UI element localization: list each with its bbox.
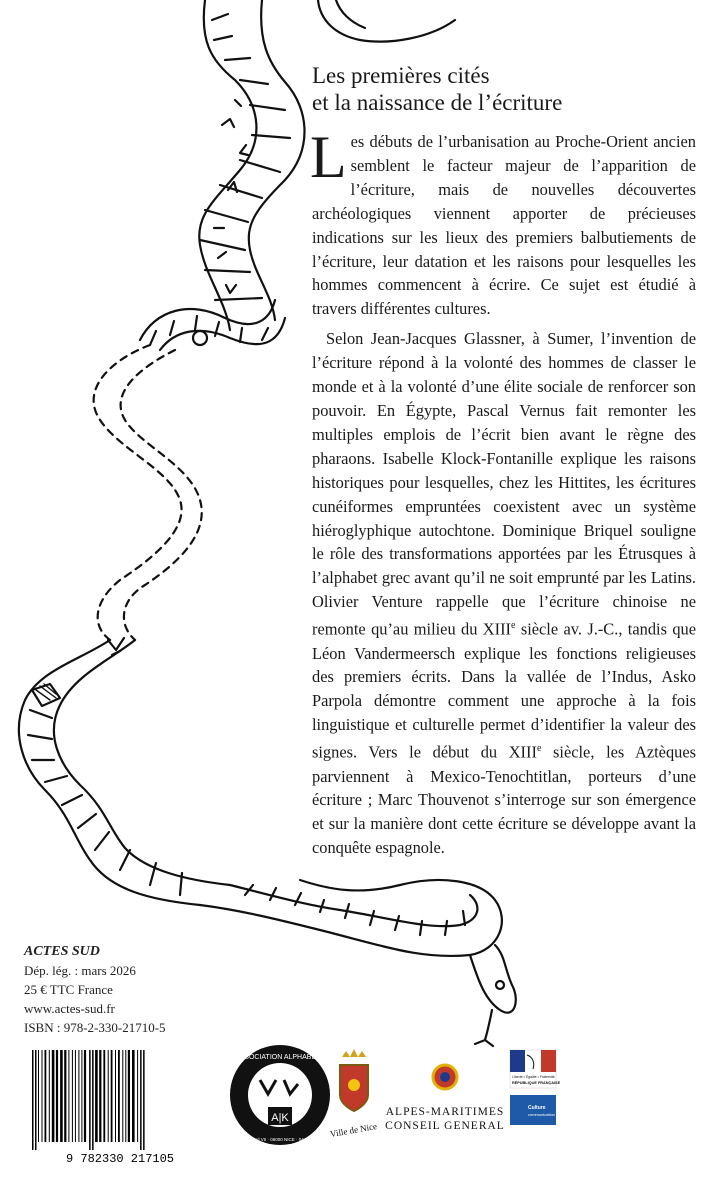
title-line-2: et la naissance de l’écriture — [312, 90, 563, 115]
publisher-name: ACTES SUD — [24, 944, 100, 959]
alphabets-name: ASSOCIATION ALPHABETS — [234, 1054, 326, 1061]
barcode-bar — [64, 1050, 66, 1142]
barcode-bar — [125, 1050, 126, 1142]
barcode-bar — [143, 1050, 145, 1150]
barcode-bar — [140, 1050, 142, 1150]
website: www.actes-sud.fr — [24, 1001, 115, 1016]
barcode-bar — [45, 1050, 47, 1142]
barcode-bar — [56, 1050, 58, 1142]
association-alphabets-logo — [230, 1045, 330, 1145]
isbn: ISBN : 978-2-330-21710-5 — [24, 1020, 166, 1035]
alphabets-address: 5, bd Edouard VII · 06000 NICE · 04 93 35 53 13 — [231, 1137, 329, 1142]
barcode-bar — [118, 1050, 120, 1142]
paragraph-2-text-b: siècle av. J.-C., tandis que Léon Vandermeersch explique les fonctions religieuses des premiers écrits. Dans la vallée de l’Indus, Asko Parpola démontre comment une approche à la fois linguistique et culturelle permet d’identifier la valeur des signes. Vers le début du — [312, 619, 696, 762]
paragraph-2 — [312, 327, 696, 860]
culture-label: Culture — [528, 1105, 546, 1111]
barcode-bar — [89, 1050, 91, 1150]
barcode-bar — [78, 1050, 79, 1142]
barcode-bar — [60, 1050, 63, 1142]
barcode-bar — [68, 1050, 69, 1142]
republique-francaise-logo — [510, 1050, 561, 1088]
alpes-maritimes-logo — [385, 1065, 505, 1132]
price: 25 € TTC France — [24, 982, 113, 997]
ville-de-nice-logo — [329, 1049, 377, 1139]
title-line-1: Les premières cités — [312, 63, 490, 88]
blurb — [310, 124, 696, 860]
paragraph-1-text: es débuts de l’urbanisation au Proche-Orient ancien semblent le facteur majeur de l’apparition de l’écriture, mais de nouvelles découvertes archéologiques viennent apporter de précieuses indications sur les lieux des premiers balbutiements de l’écriture, leur datation et les raisons pour lesquelles les hommes commencent à écrire. Ce sujet est étudié à travers différentes cultures. — [312, 132, 696, 319]
barcode-bar — [52, 1050, 55, 1142]
barcode-bar — [99, 1050, 101, 1142]
paragraph-1 — [310, 124, 696, 321]
barcode-bar — [122, 1050, 123, 1142]
paragraph-2-text-c: siècle, les Aztèques parviennent à Mexico-Tenochtitlan, porteurs d’une écriture ; Marc Thouvenot s’interroge sur son émergence et sur la manière dont cette écriture se développe avant la conquête espagnole. — [312, 742, 696, 858]
barcode-bar — [115, 1050, 116, 1142]
republique-label: RÉPUBLIQUE FRANÇAISE — [512, 1081, 561, 1085]
barcode-bar — [84, 1050, 86, 1142]
barcode-bar — [108, 1050, 109, 1142]
barcode-bar — [49, 1050, 50, 1142]
drop-cap: L — [310, 124, 347, 190]
barcode-bar — [111, 1050, 113, 1142]
barcode-bar — [42, 1050, 43, 1142]
alpes-maritimes-line2: CONSEIL GENERAL — [385, 1120, 505, 1132]
barcode-bar — [132, 1050, 135, 1142]
title — [312, 62, 692, 116]
barcode-digits: 9 782330 217105 — [65, 1152, 175, 1166]
barcode-bar — [137, 1050, 138, 1142]
republique-motto: Liberté • Égalité • Fraternité — [512, 1075, 555, 1079]
barcode-bar — [103, 1050, 105, 1142]
barcode-bar — [95, 1050, 98, 1142]
ministere-culture-logo — [510, 1095, 556, 1125]
communication-label: communication — [528, 1112, 555, 1117]
barcode-bar — [92, 1050, 94, 1150]
svg-text:A|K: A|K — [271, 1112, 289, 1124]
ville-de-nice-label: Ville de Nice — [329, 1121, 378, 1140]
barcode-bar — [128, 1050, 130, 1142]
paragraph-2-text-a: Selon Jean-Jacques Glassner, à Sumer, l’invention de l’écriture répond à la volonté des hommes de classer le monde et à la volonté d’une élite sociale de renforcer son pouvoir. En Égypte, Pascal Vernus fait remonter les multiples emplois de l’écrit bien avant le règne des pharaons. Isabelle Klock-Fontanille explique les raisons historiques pour lesquelles, chez les Hittites, les écritures cunéiformes empruntées coexistent avec un système hiéroglyphique autochtone. Dominique Briquel souligne le rôle des transformations apportées par les Étrusques à l’alphabet grec avant qu’il ne soit emprunté par les Latins. Olivier Venture rappelle que l’écriture chinoise ne remonte qu’au milieu du — [312, 329, 696, 639]
legal-deposit: Dép. lég. : mars 2026 — [24, 963, 136, 978]
century-suffix-2: e — [536, 743, 542, 755]
alpes-maritimes-line1: ALPES-MARITIMES — [385, 1106, 505, 1118]
barcode — [22, 1048, 218, 1166]
barcode-bar — [35, 1050, 37, 1150]
century-numeral-1: XIII — [482, 619, 511, 639]
barcode-bar — [32, 1050, 34, 1150]
barcode-bar — [38, 1050, 39, 1142]
barcode-bar — [75, 1050, 76, 1142]
imprint — [24, 942, 244, 1018]
sponsor-logos — [230, 1045, 710, 1165]
barcode-bar — [72, 1050, 73, 1142]
barcode-bar — [81, 1050, 82, 1142]
century-suffix-1: e — [511, 620, 516, 632]
century-numeral-2: XIII — [508, 742, 537, 762]
